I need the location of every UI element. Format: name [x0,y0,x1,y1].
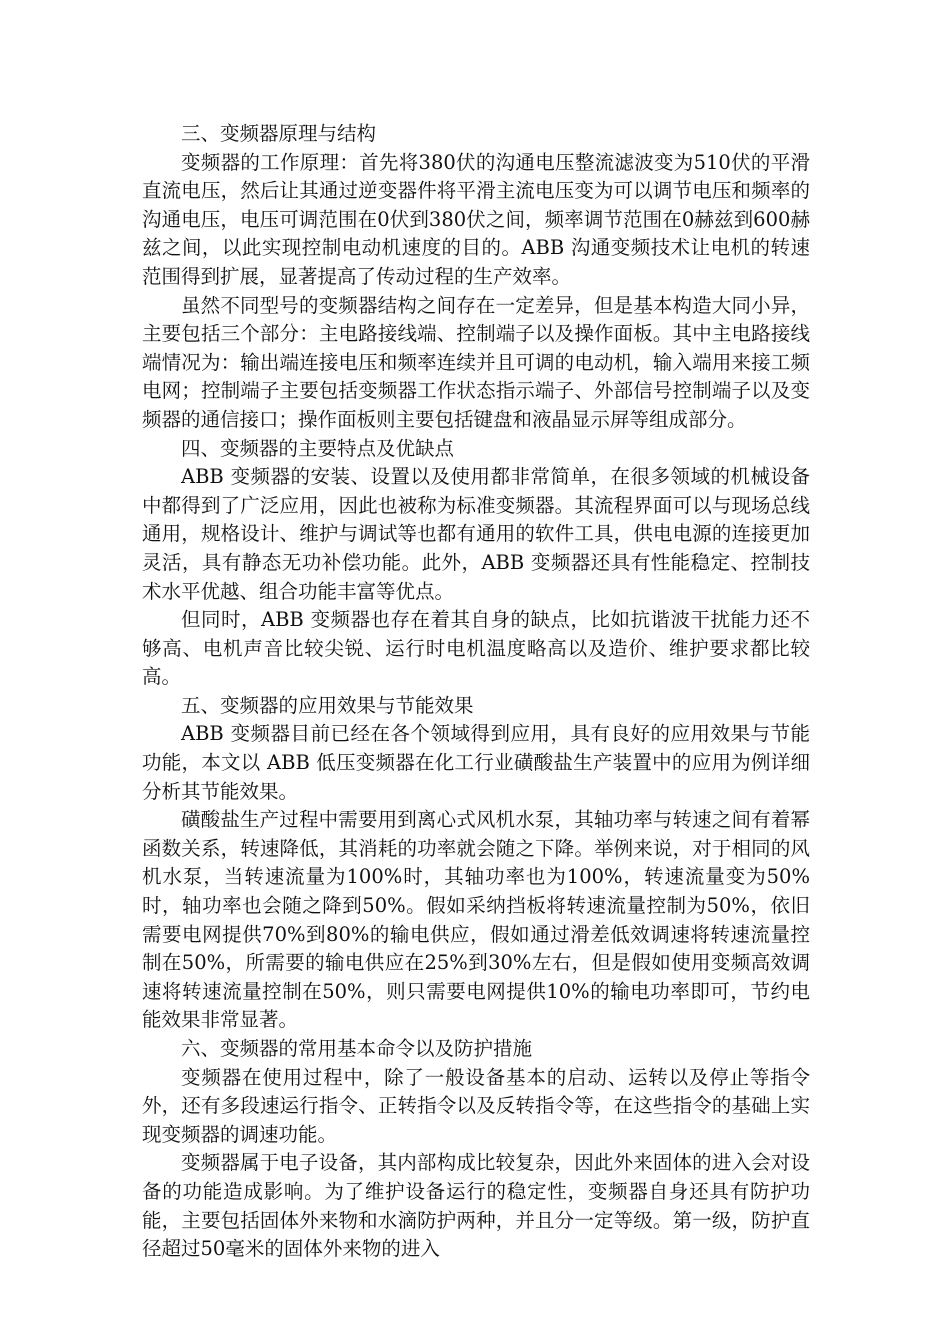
paragraph: 但同时，ABB 变频器也存在着其自身的缺点，比如抗谐波干扰能力还不够高、电机声音比较尖锐、运行时电机温度略高以及造价、维护要求都比较高。 [142,608,810,689]
paragraph: 变频器属于电子设备，其内部构成比较复杂，因此外来固体的进入会对设备的功能造成影响。为了维护设备运行的稳定性，变频器自身还具有防护功能，主要包括固体外来物和水滴防护两种，并且分一定等级。第一级，防护直径超过50毫米的固体外来物的进入 [142,1151,810,1261]
section-heading-3: 三、变频器原理与结构 [181,122,377,145]
paragraph: 变频器在使用过程中，除了一般设备基本的启动、运转以及停止等指令外，还有多段速运行指令、正转指令以及反转指令等，在这些指令的基础上实现变频器的调速功能。 [142,1065,810,1146]
section-heading-6: 六、变频器的常用基本命令以及防护措施 [181,1037,533,1060]
paragraph: 虽然不同型号的变频器结构之间存在一定差异，但是基本构造大同小异，主要包括三个部分：主电路接线端、控制端子以及操作面板。其中主电路接线端情况为：输出端连接电压和频率连续并且可调的电动机，输入端用来接工频电网；控制端子主要包括变频器工作状态指示端子、外部信号控制端子以及变频器的通信接口；操作面板则主要包括键盘和液晶显示屏等组成部分。 [142,293,810,431]
paragraph: ABB 变频器的安装、设置以及使用都非常简单，在很多领域的机械设备中都得到了广泛应用，因此也被称为标准变频器。其流程界面可以与现场总线通用，规格设计、维护与调试等也都有通用的软件工具，供电电源的连接更加灵活，具有静态无功补偿功能。此外，ABB 变频器还具有性能稳定、控制技术水平优越、组合功能丰富等优点。 [142,465,810,603]
paragraph: ABB 变频器目前已经在各个领域得到应用，具有良好的应用效果与节能功能，本文以 ABB 低压变频器在化工行业磺酸盐生产装置中的应用为例详细分析其节能效果。 [142,722,810,803]
paragraph: 磺酸盐生产过程中需要用到离心式风机水泵，其轴功率与转速之间有着幂函数关系，转速降低，其消耗的功率就会随之下降。举例来说，对于相同的风机水泵，当转速流量为100%时，其轴功率也为100%，转速流量变为50%时，轴功率也会随之降到50%。假如采纳挡板将转速流量控制为50%，依旧需要电网提供70%到80%的输电供应，假如通过滑差低效调速将转速流量控制在50%，所需要的输电供应在25%到30%左右，但是假如使用变频高效调速将转速流量控制在50%，则只需要电网提供10%的输电功率即可，节约电能效果非常显著。 [142,808,810,1032]
document-body [142,120,810,1264]
section-heading-5: 五、变频器的应用效果与节能效果 [181,693,474,717]
section-heading-4: 四、变频器的主要特点及优缺点 [181,436,455,460]
paragraph: 变频器的工作原理：首先将380伏的沟通电压整流滤波变为510伏的平滑直流电压，然后让其通过逆变器件将平滑主流电压变为可以调节电压和频率的沟通电压，电压可调范围在0伏到380伏之间，频率调节范围在0赫兹到600赫兹之间，以此实现控制电动机速度的目的。ABB 沟通变频技术让电机的转速范围得到扩展，显著提高了传动过程的生产效率。 [142,150,810,288]
